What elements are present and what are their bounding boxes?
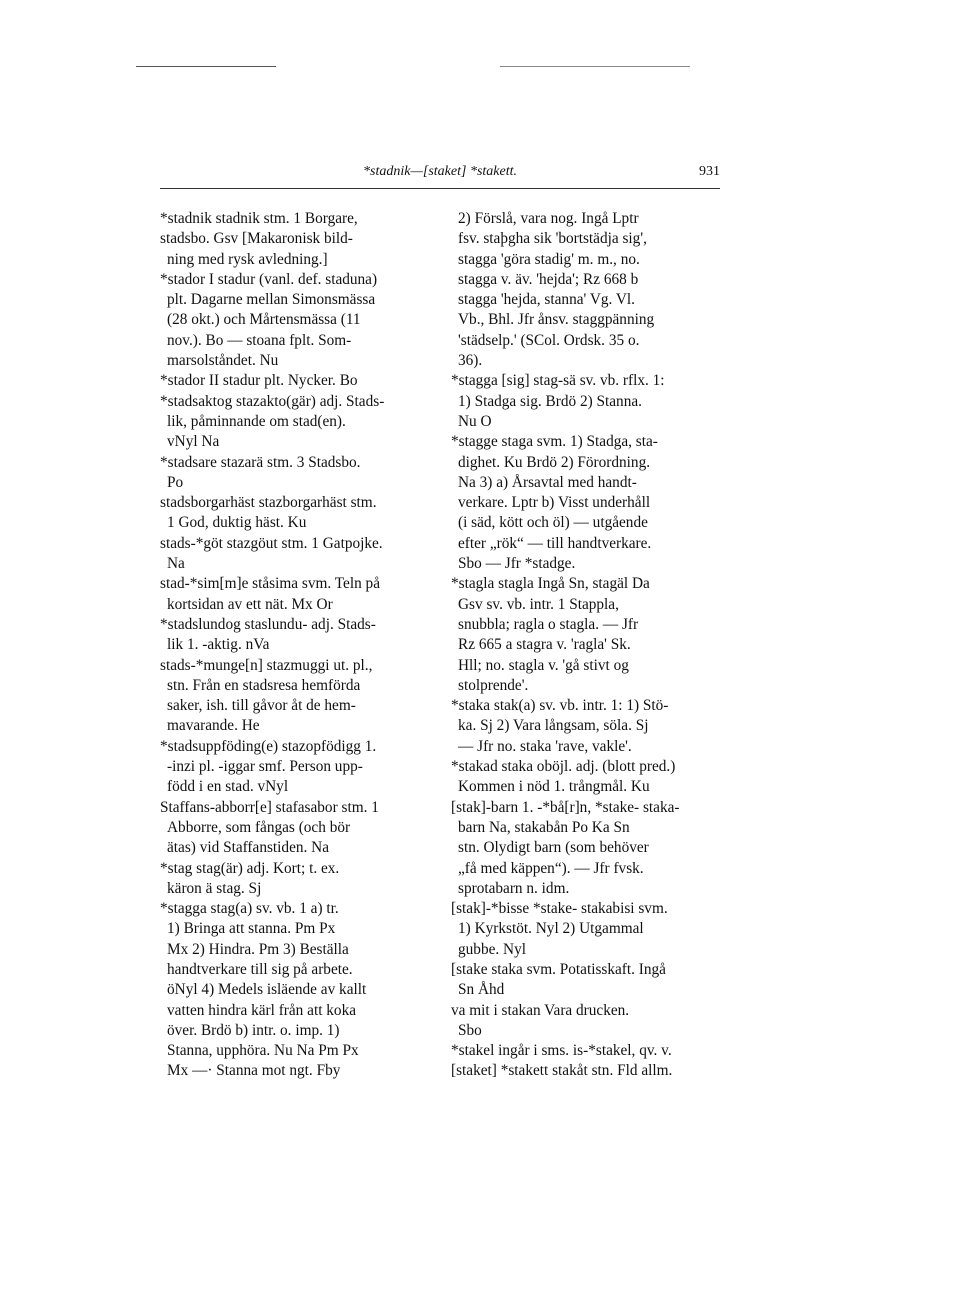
dictionary-line: stolprende'. xyxy=(458,676,529,694)
dictionary-line: handtverkare till sig på arbete. xyxy=(167,960,353,978)
dictionary-line: [stake staka svm. Potatisskaft. Ingå xyxy=(451,960,666,978)
dictionary-line: gubbe. Nyl xyxy=(458,940,526,958)
dictionary-line: Hll; no. stagla v. 'gå stivt og xyxy=(458,656,629,674)
dictionary-line: marsolståndet. Nu xyxy=(167,352,279,370)
dictionary-line: Mx 2) Hindra. Pm 3) Beställa xyxy=(167,940,349,958)
dictionary-line: mavarande. He xyxy=(167,717,260,735)
dictionary-line: -inzi pl. -iggar smf. Person upp- xyxy=(167,758,363,776)
dictionary-line: Po xyxy=(167,473,184,491)
dictionary-line: ning med rysk avledning.] xyxy=(167,250,328,268)
dictionary-line: (28 okt.) och Mårtensmässa (11 xyxy=(167,311,361,329)
left-column xyxy=(160,209,428,1082)
dictionary-line: nov.). Bo — stoana fplt. Som- xyxy=(167,331,352,349)
dictionary-line: stn. Olydigt barn (som behöver xyxy=(458,839,649,857)
dictionary-line: över. Brdö b) intr. o. imp. 1) xyxy=(167,1021,340,1039)
dictionary-line: Gsv sv. vb. intr. 1 Stappla, xyxy=(458,595,619,613)
dictionary-line: Staffans-abborr[e] stafasabor stm. 1 xyxy=(160,798,379,816)
dictionary-line: efter „rök“ — till handtverkare. xyxy=(458,534,652,552)
dictionary-line: [stak]-*bisse *stake- stakabisi svm. xyxy=(451,900,668,918)
dictionary-line: lik, påminnande om stad(en). xyxy=(167,412,346,430)
dictionary-line: „få med käppen“). — Jfr fvsk. xyxy=(458,859,644,877)
dictionary-line: Stanna, upphöra. Nu Na Pm Px xyxy=(167,1042,359,1060)
page-number: 931 xyxy=(699,164,720,179)
dictionary-line: stads-*munge[n] stazmuggi ut. pl., xyxy=(160,656,373,674)
dictionary-line: Na xyxy=(167,555,185,573)
dictionary-line: käron ä stag. Sj xyxy=(167,879,262,897)
dictionary-line: stadsborgarhäst stazborgarhäst stm. xyxy=(160,494,377,512)
dictionary-line: stn. Från en stadsresa hemförda xyxy=(167,676,361,694)
dictionary-line: kortsidan av ett nät. Mx Or xyxy=(167,595,333,613)
page-header xyxy=(160,160,720,190)
dictionary-line: *stagge staga svm. 1) Stadga, sta- xyxy=(451,433,658,451)
dictionary-line: (i säd, kött och öl) — utgående xyxy=(458,514,648,532)
dictionary-line: 2) Förslå, vara nog. Ingå Lptr xyxy=(458,210,639,227)
right-column xyxy=(451,209,719,1082)
dictionary-line: Kommen i nöd 1. trångmål. Ku xyxy=(458,778,650,796)
dictionary-line: *staka stak(a) sv. vb. intr. 1: 1) Stö- xyxy=(451,697,669,715)
dictionary-line: *stadsare stazarä stm. 3 Stadsbo. xyxy=(160,453,361,471)
dictionary-line: *stadsaktog stazakto(gär) adj. Stads- xyxy=(160,392,385,410)
dictionary-line: *stakel ingår i sms. is-*stakel, qv. v. xyxy=(451,1042,672,1060)
dictionary-line: *stadsuppföding(e) stazopfödigg 1. xyxy=(160,737,377,755)
dictionary-line: stad-*sim[m]e ståsima svm. Teln på xyxy=(160,575,380,593)
dictionary-line: *stadslundog staslundu- adj. Stads- xyxy=(160,615,376,633)
dictionary-line: [staket] *stakett stakåt stn. Fld allm. xyxy=(451,1062,673,1080)
dictionary-line: Vb., Bhl. Jfr ånsv. staggpänning xyxy=(458,311,655,329)
dictionary-line: dighet. Ku Brdö 2) Förordning. xyxy=(458,453,651,471)
dictionary-line: fsv. staþgha sik 'bortstädja sig', xyxy=(458,230,647,248)
dictionary-line: saker, ish. till gåvor åt de hem- xyxy=(167,697,356,715)
dictionary-line: *stagga stag(a) sv. vb. 1 a) tr. xyxy=(160,900,339,918)
dictionary-line: Mx —· Stanna mot ngt. Fby xyxy=(167,1062,341,1080)
dictionary-line: Na 3) a) Årsavtal med handt- xyxy=(458,473,637,491)
dictionary-line: ätas) vid Staffanstiden. Na xyxy=(167,839,329,857)
dictionary-line: stagga 'hejda, stanna' Vg. Vl. xyxy=(458,291,636,309)
dictionary-line: född i en stad. vNyl xyxy=(167,778,289,796)
dictionary-line: *stagga [sig] stag-sä sv. vb. rflx. 1: xyxy=(451,372,665,390)
dictionary-line: *stador I stadur (vanl. def. staduna) xyxy=(160,270,378,288)
dictionary-line: ka. Sj 2) Vara långsam, söla. Sj xyxy=(458,717,649,735)
dictionary-line: *stador II stadur plt. Nycker. Bo xyxy=(160,372,358,390)
dictionary-line: 1 God, duktig häst. Ku xyxy=(167,514,307,532)
dictionary-line: 1) Bringa att stanna. Pm Px xyxy=(167,920,336,938)
running-head: *stadnik—[staket] *stakett. xyxy=(363,164,517,179)
dictionary-line: 1) Kyrkstöt. Nyl 2) Utgammal xyxy=(458,920,644,938)
dictionary-line: Sn Åhd xyxy=(458,981,505,999)
dictionary-line: plt. Dagarne mellan Simonsmässa xyxy=(167,291,376,309)
dictionary-line: — Jfr no. staka 'rave, vakle'. xyxy=(458,737,632,755)
dictionary-line: stadsbo. Gsv [Makaronisk bild- xyxy=(160,230,353,248)
dictionary-line: va mit i stakan Vara drucken. xyxy=(451,1001,630,1019)
dictionary-line: Sbo — Jfr *stadge. xyxy=(458,555,576,573)
dictionary-line: 36). xyxy=(458,352,483,370)
dictionary-line: *stagla stagla Ingå Sn, stagäl Da xyxy=(451,575,650,593)
top-scan-line-left xyxy=(136,66,276,67)
dictionary-line: stads-*göt stazgöut stm. 1 Gatpojke. xyxy=(160,534,383,552)
dictionary-line: Rz 665 a stagra v. 'ragla' Sk. xyxy=(458,636,631,654)
dictionary-line: Nu O xyxy=(458,412,492,430)
dictionary-line: 1) Stadga sig. Brdö 2) Stanna. xyxy=(458,392,642,410)
dictionary-line: sprotabarn n. idm. xyxy=(458,879,570,897)
dictionary-line: snubbla; ragla o stagla. — Jfr xyxy=(458,615,639,633)
header-rule xyxy=(160,188,720,189)
dictionary-line: vNyl Na xyxy=(167,433,220,451)
dictionary-line: 'städselp.' (SCol. Ordsk. 35 o. xyxy=(458,331,640,349)
dictionary-line: verkare. Lptr b) Visst underhåll xyxy=(458,494,651,512)
dictionary-line: stagga v. äv. 'hejda'; Rz 668 b xyxy=(458,270,639,288)
dictionary-line: lik 1. -aktig. nVa xyxy=(167,636,270,654)
dictionary-line: *stakad staka oböjl. adj. (blott pred.) xyxy=(451,758,676,776)
dictionary-line: vatten hindra kärl från att koka xyxy=(167,1001,357,1019)
dictionary-line: Sbo xyxy=(458,1021,482,1039)
top-scan-line-right xyxy=(500,66,690,67)
dictionary-line: barn Na, stakabån Po Ka Sn xyxy=(458,818,630,836)
dictionary-line: [stak]-barn 1. -*bå[r]n, *stake- staka- xyxy=(451,798,680,816)
dictionary-line: Abborre, som fångas (och bör xyxy=(167,818,351,836)
dictionary-line: öNyl 4) Medels isläende av kallt xyxy=(167,981,367,999)
dictionary-line: stagga 'göra stadig' m. m., no. xyxy=(458,250,640,268)
dictionary-line: *stag stag(är) adj. Kort; t. ex. xyxy=(160,859,340,877)
dictionary-line: *stadnik stadnik stm. 1 Borgare, xyxy=(160,210,358,227)
